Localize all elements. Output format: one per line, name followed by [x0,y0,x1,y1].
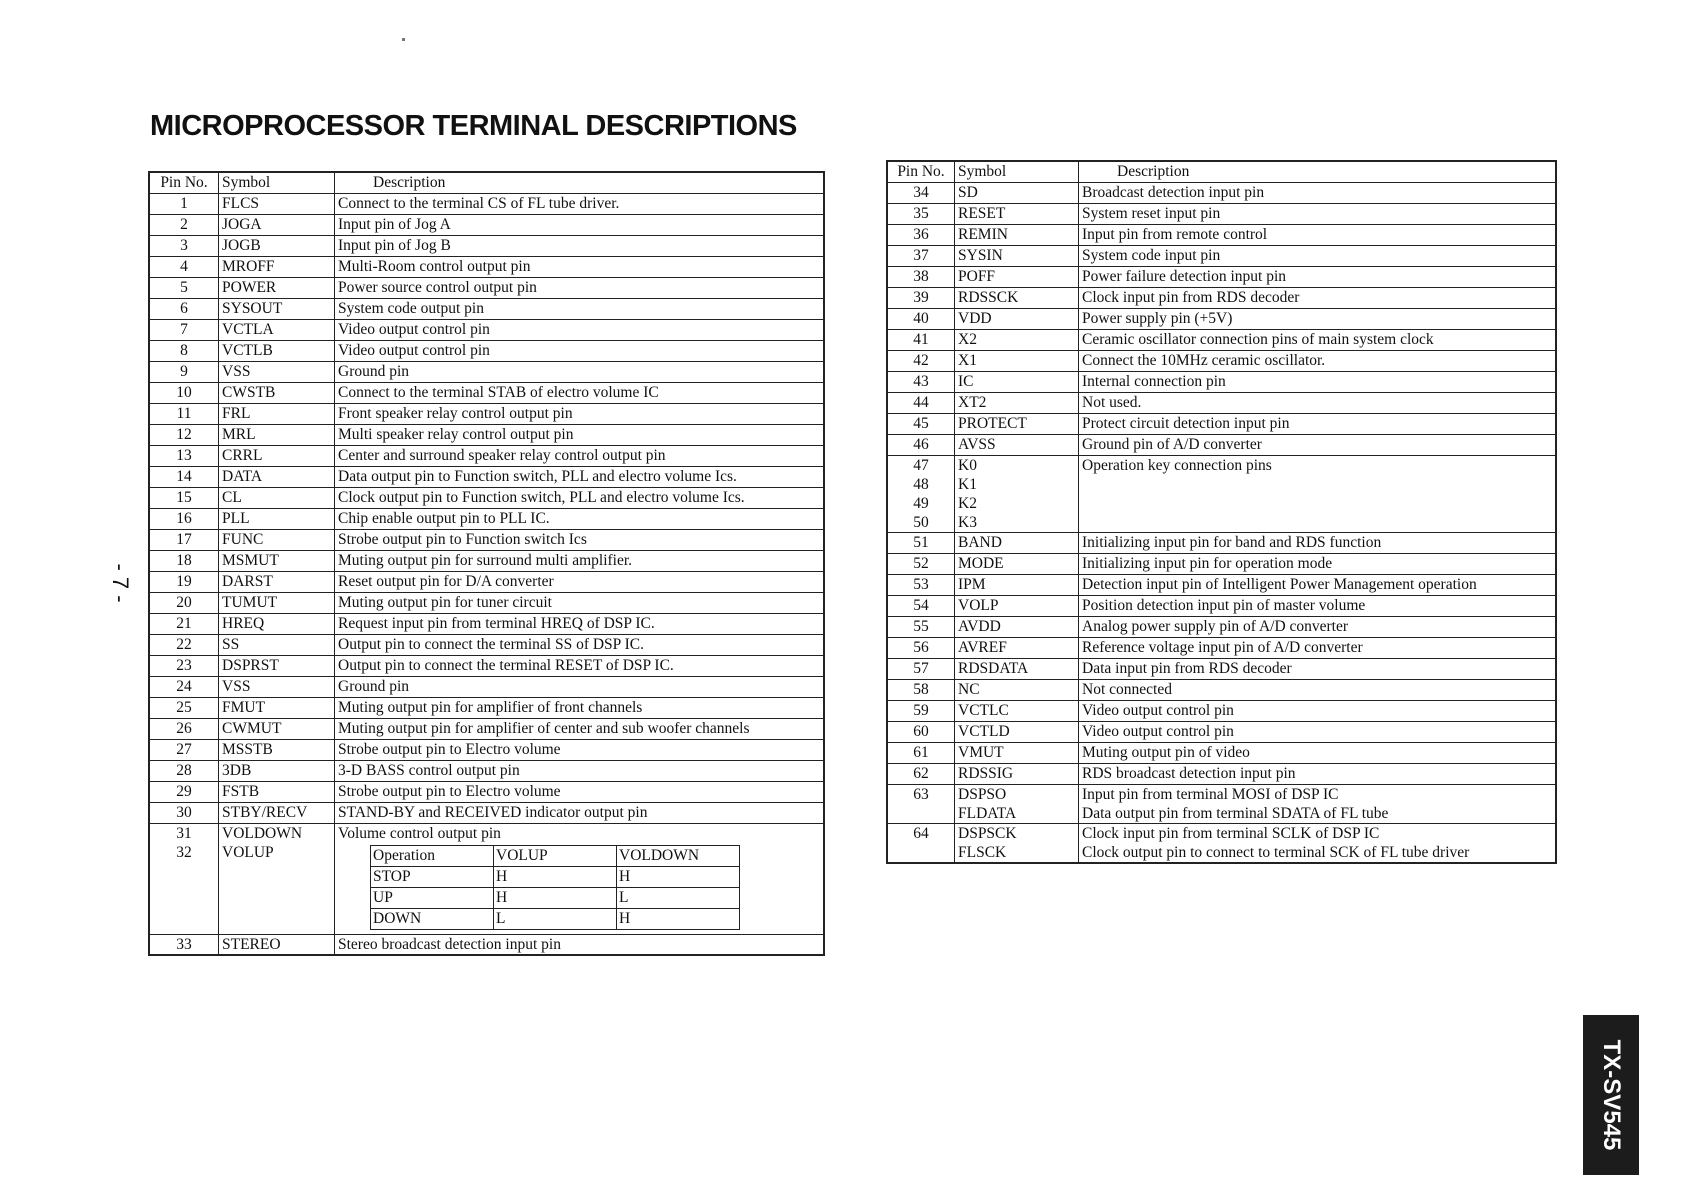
description-cell: Not used. [1079,392,1557,413]
table-row [149,340,824,361]
model-tab [1583,1015,1639,1175]
symbol-cell: SD [955,182,1079,203]
symbol-cell: JOGB [219,235,335,256]
description-cell: Chip enable output pin to PLL IC. [335,508,825,529]
symbol-cell: POFF [955,266,1079,287]
pin-cell: 51 [887,532,955,553]
table-row [149,529,824,550]
symbol-cell: TUMUT [219,592,335,613]
pin-cell: 29 [149,781,219,802]
symbol-cell: AVDD [955,616,1079,637]
symbol-text: K1 [958,475,977,493]
table-row [149,277,824,298]
description-cell: Request input pin from terminal HREQ of DSP IC. [335,613,825,634]
symbol-cell: SYSOUT [219,298,335,319]
table-row [149,592,824,613]
description-text: Data output pin from terminal SDATA of FL tube [1082,804,1389,822]
table-row [149,697,824,718]
description-cell: Video output control pin [335,340,825,361]
table-row [887,658,1556,679]
description-cell: Clock input pin from RDS decoder [1079,287,1557,308]
table-row [149,739,824,760]
symbol-cell: CWMUT [219,718,335,739]
voldown-cell: H [617,866,740,887]
symbol-text: VOLDOWN [222,824,303,842]
pin-cell: 10 [149,382,219,403]
operation-cell: DOWN [371,908,494,929]
pin-cell: 23 [149,655,219,676]
pin-cell [887,455,955,532]
symbol-cell: MROFF [219,256,335,277]
volup-header: VOLUP [494,845,617,866]
pin-number: 49 [913,494,929,512]
description-cell: Data input pin from RDS decoder [1079,658,1557,679]
pin-cell: 16 [149,508,219,529]
symbol-cell: VCTLA [219,319,335,340]
symbol-cell: FMUT [219,697,335,718]
symbol-cell: MODE [955,553,1079,574]
description-cell: Video output control pin [335,319,825,340]
pin-number: 31 [176,824,192,842]
table-row [149,445,824,466]
description-cell: Analog power supply pin of A/D converter [1079,616,1557,637]
pin-cell: 9 [149,361,219,382]
symbol-cell: FUNC [219,529,335,550]
pin-cell: 41 [887,329,955,350]
operation-row [371,908,740,929]
pin-cell: 38 [887,266,955,287]
description-cell: System reset input pin [1079,203,1557,224]
pin-cell: 6 [149,298,219,319]
table-row [887,823,1556,863]
description-cell: Connect to the terminal CS of FL tube driver. [335,193,825,214]
symbol-cell: MRL [219,424,335,445]
table-row [149,466,824,487]
table-row [887,700,1556,721]
pin-cell: 4 [149,256,219,277]
table-row [149,214,824,235]
pin-cell: 2 [149,214,219,235]
symbol-cell: PROTECT [955,413,1079,434]
description-cell: Connect the 10MHz ceramic oscillator. [1079,350,1557,371]
table-row [149,676,824,697]
description-cell: Input pin of Jog A [335,214,825,235]
description-cell: Muting output pin of video [1079,742,1557,763]
description-cell [1079,823,1557,863]
table-row [149,361,824,382]
table-row [887,245,1556,266]
symbol-cell: NC [955,679,1079,700]
table-row [887,203,1556,224]
description-cell: Stereo broadcast detection input pin [335,934,825,955]
symbol-cell: POWER [219,277,335,298]
description-cell: System code input pin [1079,245,1557,266]
table-row [149,319,824,340]
voldown-cell: H [617,908,740,929]
symbol-cell: AVSS [955,434,1079,455]
description-cell: Connect to the terminal STAB of electro volume IC [335,382,825,403]
table-row [887,742,1556,763]
table-row [887,721,1556,742]
description-text: Clock output pin to connect to terminal SCK of FL tube driver [1082,843,1470,861]
symbol-cell: X2 [955,329,1079,350]
table-row [149,193,824,214]
pin-cell: 28 [149,760,219,781]
description-cell: Strobe output pin to Function switch Ics [335,529,825,550]
pin-cell: 30 [149,802,219,823]
table-row [149,760,824,781]
volume-operation-table [370,845,740,930]
table-row [149,802,824,823]
pin-cell: 61 [887,742,955,763]
pin-cell: 62 [887,763,955,784]
table-row [149,298,824,319]
table-row [887,392,1556,413]
pin-cell: 12 [149,424,219,445]
pin-cell: 22 [149,634,219,655]
description-cell: Operation key connection pins [1079,455,1557,532]
symbol-cell: VCTLC [955,700,1079,721]
table-row [149,508,824,529]
pin-cell: 53 [887,574,955,595]
table-row [149,550,824,571]
table-row [887,266,1556,287]
pin-cell: 25 [149,697,219,718]
pin-cell: 43 [887,371,955,392]
description-cell: Protect circuit detection input pin [1079,413,1557,434]
table-row [887,679,1556,700]
pin-cell: 39 [887,287,955,308]
description-cell: RDS broadcast detection input pin [1079,763,1557,784]
pin-cell: 59 [887,700,955,721]
symbol-cell: VDD [955,308,1079,329]
pin-number: 32 [176,843,192,861]
symbol-cell: CWSTB [219,382,335,403]
pin-cell: 52 [887,553,955,574]
table-row [887,308,1556,329]
description-cell: Detection input pin of Intelligent Power Management operation [1079,574,1557,595]
symbol-cell: FSTB [219,781,335,802]
symbol-cell: RDSDATA [955,658,1079,679]
table-row [149,718,824,739]
description-header: Description [335,172,825,193]
symbol-cell: RDSSCK [955,287,1079,308]
pin-cell: 17 [149,529,219,550]
table-row [887,595,1556,616]
description-cell: Input pin of Jog B [335,235,825,256]
table-row [887,637,1556,658]
symbol-cell: VSS [219,361,335,382]
pin-cell: 35 [887,203,955,224]
table-row [887,784,1556,823]
symbol-cell: 3DB [219,760,335,781]
description-cell: Muting output pin for amplifier of front channels [335,697,825,718]
symbol-text: FLDATA [958,804,1017,822]
description-cell: Initializing input pin for operation mode [1079,553,1557,574]
description-cell: Ground pin [335,361,825,382]
scan-speck [402,38,405,41]
description-cell: Power source control output pin [335,277,825,298]
description-cell: Internal connection pin [1079,371,1557,392]
description-cell: Initializing input pin for band and RDS function [1079,532,1557,553]
pin-cell: 7 [149,319,219,340]
table-row [887,182,1556,203]
pin-cell: 36 [887,224,955,245]
description-cell [1079,784,1557,823]
table-row [149,235,824,256]
pin-cell: 33 [149,934,219,955]
description-cell: Strobe output pin to Electro volume [335,739,825,760]
pin-cell: 5 [149,277,219,298]
symbol-cell: VOLP [955,595,1079,616]
model-label: TX-SV545 [1598,1039,1625,1151]
description-cell: Video output control pin [1079,700,1557,721]
table-row [887,532,1556,553]
table-row [887,574,1556,595]
symbol-cell: MSSTB [219,739,335,760]
description-cell: Power failure detection input pin [1079,266,1557,287]
symbol-text: DSPSCK [958,824,1017,842]
symbol-cell: RESET [955,203,1079,224]
table-row [149,781,824,802]
volup-cell: L [494,908,617,929]
pin-cell: 58 [887,679,955,700]
voldown-cell: L [617,887,740,908]
pin-cell: 15 [149,487,219,508]
symbol-header: Symbol [955,161,1079,182]
symbol-cell: MSMUT [219,550,335,571]
description-cell: Power supply pin (+5V) [1079,308,1557,329]
symbol-cell [219,823,335,934]
table-row [887,329,1556,350]
pin-cell: 20 [149,592,219,613]
pin-cell: 11 [149,403,219,424]
description-cell: Output pin to connect the terminal RESET of DSP IC. [335,655,825,676]
operation-cell: UP [371,887,494,908]
pin-cell: 60 [887,721,955,742]
pin-cell: 64 [887,823,955,863]
pin-cell: 19 [149,571,219,592]
symbol-text: K2 [958,494,977,512]
table-row [149,424,824,445]
symbol-cell: REMIN [955,224,1079,245]
symbol-text: K0 [958,456,977,474]
table-row [887,287,1556,308]
pin-cell: 63 [887,784,955,823]
symbol-cell: X1 [955,350,1079,371]
volup-cell: H [494,866,617,887]
symbol-cell: PLL [219,508,335,529]
description-header: Description [1079,161,1557,182]
pin-number: 48 [913,475,929,493]
description-text: Volume control output pin [338,824,501,842]
description-cell: Muting output pin for surround multi amplifier. [335,550,825,571]
description-cell: STAND-BY and RECEIVED indicator output pin [335,802,825,823]
table-row [887,350,1556,371]
symbol-cell: IPM [955,574,1079,595]
pin-header: Pin No. [149,172,219,193]
pin-cell: 42 [887,350,955,371]
description-cell: Multi speaker relay control output pin [335,424,825,445]
key-row [887,455,1556,532]
symbol-cell: VSS [219,676,335,697]
table-row [149,256,824,277]
table-row [887,224,1556,245]
pin-cell: 46 [887,434,955,455]
symbol-cell: BAND [955,532,1079,553]
description-cell: Data output pin to Function switch, PLL and electro volume Ics. [335,466,825,487]
symbol-cell: SS [219,634,335,655]
description-cell: Ground pin of A/D converter [1079,434,1557,455]
description-cell: Strobe output pin to Electro volume [335,781,825,802]
table-row [887,371,1556,392]
symbol-cell: CRRL [219,445,335,466]
terminal-table-left [148,171,825,956]
symbol-text: FLSCK [958,843,1007,861]
symbol-cell [955,455,1079,532]
symbol-cell [955,823,1079,863]
pin-cell: 21 [149,613,219,634]
table-row [149,934,824,955]
symbol-cell: JOGA [219,214,335,235]
table-row [887,763,1556,784]
description-cell: 3-D BASS control output pin [335,760,825,781]
description-cell: Output pin to connect the terminal SS of DSP IC. [335,634,825,655]
description-cell: Reference voltage input pin of A/D converter [1079,637,1557,658]
symbol-cell: AVREF [955,637,1079,658]
symbol-cell: DARST [219,571,335,592]
pin-cell [149,823,219,934]
symbol-cell: CL [219,487,335,508]
pin-cell: 54 [887,595,955,616]
symbol-cell: FLCS [219,193,335,214]
pin-cell: 40 [887,308,955,329]
table-row [149,634,824,655]
pin-cell: 55 [887,616,955,637]
table-row [887,434,1556,455]
table-row [887,413,1556,434]
operation-header: Operation [371,845,494,866]
table-row [149,403,824,424]
description-cell: Center and surround speaker relay control output pin [335,445,825,466]
symbol-cell: IC [955,371,1079,392]
pin-cell: 14 [149,466,219,487]
symbol-cell: XT2 [955,392,1079,413]
voldown-header: VOLDOWN [617,845,740,866]
symbol-cell: STEREO [219,934,335,955]
symbol-cell: FRL [219,403,335,424]
pin-cell: 27 [149,739,219,760]
pin-cell: 24 [149,676,219,697]
pin-cell: 8 [149,340,219,361]
description-cell: Multi-Room control output pin [335,256,825,277]
symbol-cell: VMUT [955,742,1079,763]
table-row [149,382,824,403]
table-row [149,571,824,592]
symbol-cell: VCTLB [219,340,335,361]
table-row [149,655,824,676]
pin-cell: 3 [149,235,219,256]
page-title: MICROPROCESSOR TERMINAL DESCRIPTIONS [150,110,797,142]
description-cell: Reset output pin for D/A converter [335,571,825,592]
pin-cell: 1 [149,193,219,214]
pin-cell: 34 [887,182,955,203]
symbol-cell: VCTLD [955,721,1079,742]
description-text: Input pin from terminal MOSI of DSP IC [1082,785,1339,803]
description-cell: Broadcast detection input pin [1079,182,1557,203]
table-row [887,553,1556,574]
description-cell: Video output control pin [1079,721,1557,742]
pin-header: Pin No. [887,161,955,182]
operation-header-row [371,845,740,866]
table-row [149,487,824,508]
operation-cell: STOP [371,866,494,887]
description-cell: Position detection input pin of master volume [1079,595,1557,616]
table-row [887,616,1556,637]
symbol-cell [955,784,1079,823]
symbol-header: Symbol [219,172,335,193]
description-cell [335,823,825,934]
description-cell: Ground pin [335,676,825,697]
description-text: Clock input pin from terminal SCLK of DSP IC [1082,824,1380,842]
volup-cell: H [494,887,617,908]
terminal-table-right [886,160,1557,864]
description-cell: Front speaker relay control output pin [335,403,825,424]
pin-cell: 18 [149,550,219,571]
symbol-cell: HREQ [219,613,335,634]
operation-row [371,866,740,887]
pin-cell: 45 [887,413,955,434]
description-cell: Ceramic oscillator connection pins of main system clock [1079,329,1557,350]
volume-row [149,823,824,934]
description-cell: Not connected [1079,679,1557,700]
symbol-text: K3 [958,513,977,531]
symbol-cell: SYSIN [955,245,1079,266]
header-row [149,172,824,193]
description-cell: Clock output pin to Function switch, PLL and electro volume Ics. [335,487,825,508]
description-cell: Muting output pin for tuner circuit [335,592,825,613]
description-cell: Input pin from remote control [1079,224,1557,245]
pin-cell: 13 [149,445,219,466]
pin-cell: 26 [149,718,219,739]
pin-cell: 57 [887,658,955,679]
operation-row [371,887,740,908]
pin-number: 47 [913,456,929,474]
page-number: - 7 - [108,563,133,603]
table-row [149,613,824,634]
symbol-cell: DSPRST [219,655,335,676]
symbol-text: VOLUP [222,843,274,861]
pin-cell: 56 [887,637,955,658]
pin-cell: 44 [887,392,955,413]
pin-cell: 37 [887,245,955,266]
symbol-cell: DATA [219,466,335,487]
description-cell: Muting output pin for amplifier of center and sub woofer channels [335,718,825,739]
header-row [887,161,1556,182]
symbol-text: DSPSO [958,785,1007,803]
symbol-cell: STBY/RECV [219,802,335,823]
symbol-cell: RDSSIG [955,763,1079,784]
description-cell: System code output pin [335,298,825,319]
pin-number: 50 [913,513,929,531]
